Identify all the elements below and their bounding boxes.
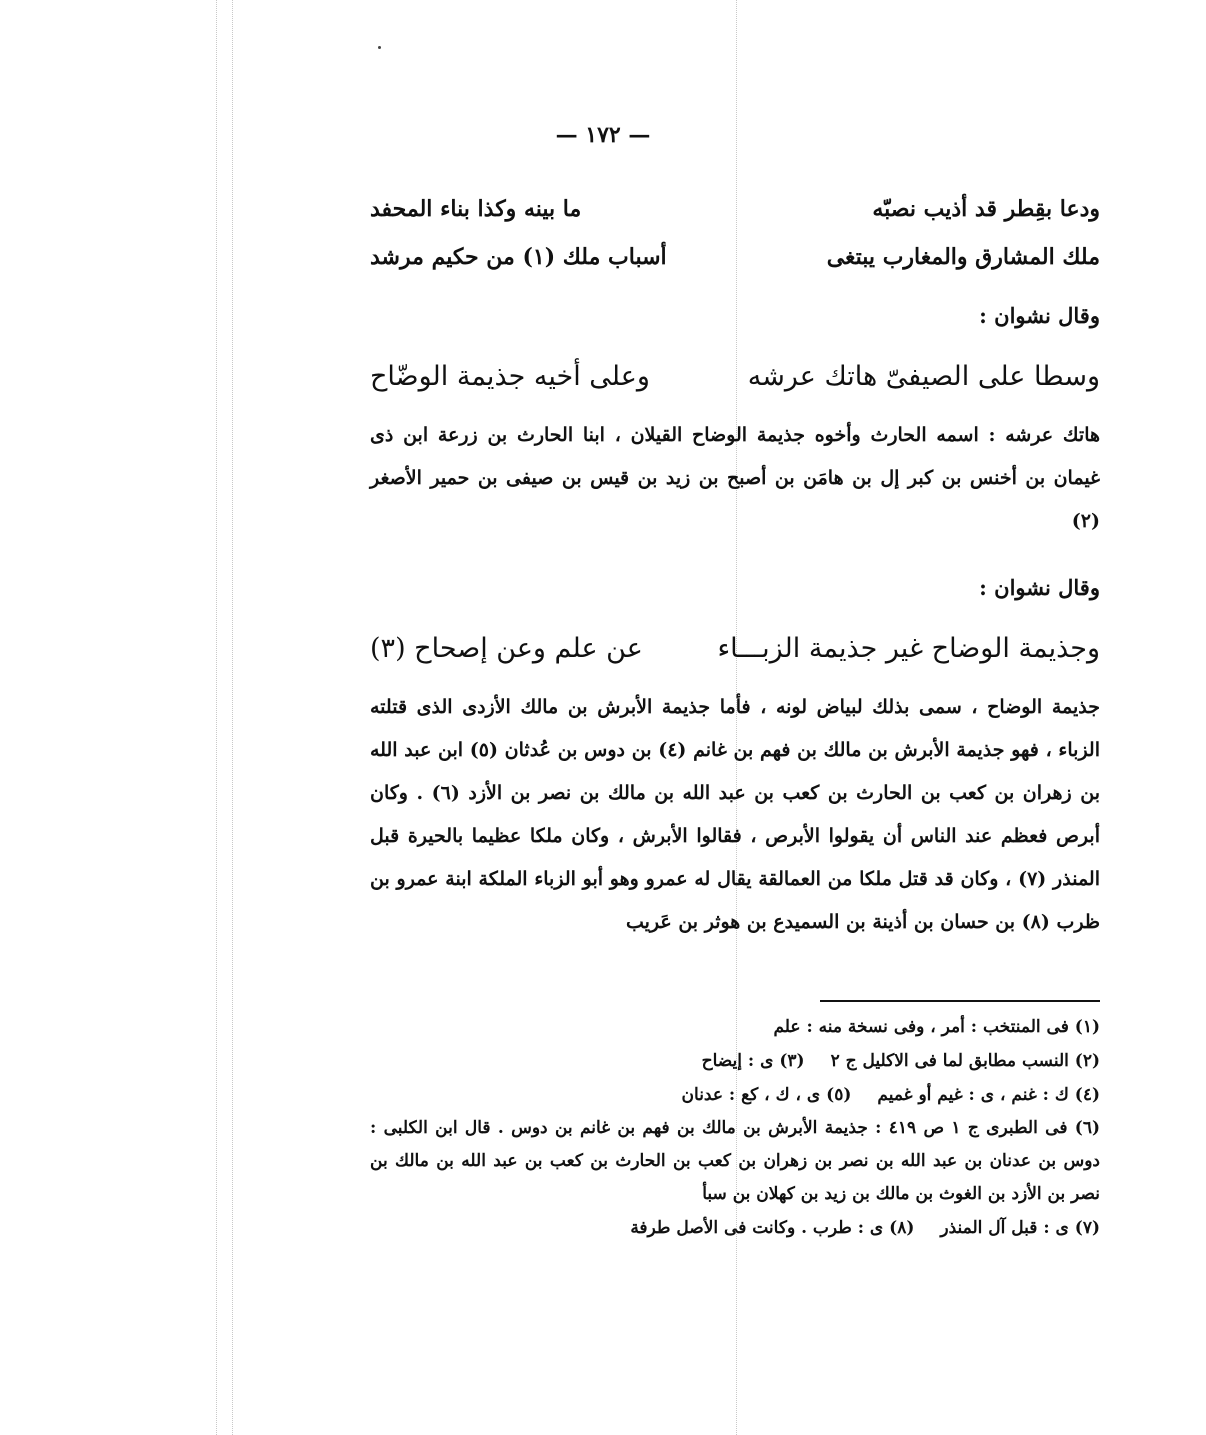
page-number: — ١٧٢ — <box>555 122 651 148</box>
footnote-separator <box>820 1000 1100 1002</box>
footnote-8: (٨) ى : طرب . وكانت فى الأصل طرفة <box>630 1218 915 1238</box>
verse-hemistich-left: عن علم وعن إصحاح (٣) <box>370 632 643 664</box>
verse-line <box>370 346 1100 406</box>
footnote-line <box>370 1010 1100 1044</box>
section-heading-1 <box>370 294 1100 338</box>
footnote-2: (٢) النسب مطابق لما فى الاكليل ج ٢ <box>830 1051 1100 1071</box>
footnote-3: (٣) ى : إيضاح <box>701 1051 805 1071</box>
verse-hemistich-right: وجذيمة الوضاح غير جذيمة الزبـــاء <box>717 632 1100 664</box>
verse-hemistich-left: وعلى أخيه جذيمة الوضّاح <box>370 360 650 392</box>
footnote-7: (٧) ى : قبل آل المنذر <box>940 1218 1100 1238</box>
verse-hemistich-left: ما بينه وكذا بناء المحفد <box>370 196 582 222</box>
commentary-paragraph-2 <box>370 686 1100 944</box>
poem-verse-2 <box>370 346 1100 406</box>
poem-verses-1 <box>370 185 1100 281</box>
footnote-5: (٥) ى ، ك ، كع : عدنان <box>681 1085 852 1105</box>
footnote-line <box>370 1044 1100 1078</box>
scan-artifact-line <box>232 0 233 1435</box>
verse-hemistich-right: ملك المشارق والمغارب يبتغى <box>826 244 1100 270</box>
paragraph-text: جذيمة الوضاح ، سمى بذلك لبياض لونه ، فأما جذيمة الأبرش بن مالك الأزدى الذى قتلته الزباء ، فهو جذيمة الأبرش بن مالك بن فهم بن غانم (٤) بن دوس بن عُدثان (٥) ابن عبد الله بن زهران بن كعب بن الحارث بن كعب بن عبد الله بن مالك بن نصر بن الأزد (٦) . وكان أبرص فعظم عند الناس أن يقولوا الأبرص ، فقالوا الأبرش ، وكان ملكا عظيما بالحيرة قبل المنذر (٧) ، وكان قد قتل ملكا من العمالقة يقال له عمرو وهو أبو الزباء الملكة ابنة عمرو بن ظرب (٨) بن حسان بن أذينة بن السميدع بن هوثر بن عَريب <box>370 696 1100 933</box>
scan-artifact-line <box>216 0 217 1435</box>
verse-hemistich-right: وسطا على الصيفىّ هاتك عرشه <box>747 360 1100 392</box>
section-heading-2 <box>370 566 1100 610</box>
commentary-paragraph-1 <box>370 414 1100 543</box>
footnotes <box>370 1010 1100 1245</box>
verse-hemistich-left: أسباب ملك (١) من حكيم مرشد <box>370 244 667 270</box>
footnote-line <box>370 1211 1100 1245</box>
poem-verse-3 <box>370 618 1100 678</box>
footnote-line <box>370 1078 1100 1112</box>
verse-line <box>370 185 1100 233</box>
verse-line <box>370 618 1100 678</box>
footnote-6: (٦) فى الطبرى ج ١ ص ٤١٩ : جذيمة الأبرش بن مالك بن فهم بن غانم بن دوس . قال ابن الكلبى : دوس بن عدنان بن عبد الله بن نصر بن زهران بن كعب بن الحارث بن كعب بن عبد الله بن مالك بن نصر بن الأزد بن الغوث بن مالك بن زيد بن كهلان بن سبأ <box>370 1118 1101 1204</box>
scan-speck <box>378 46 381 49</box>
verse-line <box>370 233 1100 281</box>
verse-hemistich-right: ودعا بقِطر قد أذيب نصبّه <box>872 196 1100 222</box>
footnote-4: (٤) ك : غنم ، ى : غيم أو غميم <box>877 1085 1100 1105</box>
paragraph-text: هاتك عرشه : اسمه الحارث وأخوه جذيمة الوضاح القيلان ، ابنا الحارث بن زرعة ابن ذى غيمان بن أخنس بن كبر إل بن هامَن بن أصبح بن زيد بن قيس بن صيفى بن حمير الأصغر (٢) <box>370 424 1100 532</box>
heading-text: وقال نشوان : <box>979 575 1100 600</box>
footnote-1: (١) فى المنتخب : أمر ، وفى نسخة منه : علم <box>773 1017 1100 1037</box>
heading-text: وقال نشوان : <box>979 303 1100 328</box>
